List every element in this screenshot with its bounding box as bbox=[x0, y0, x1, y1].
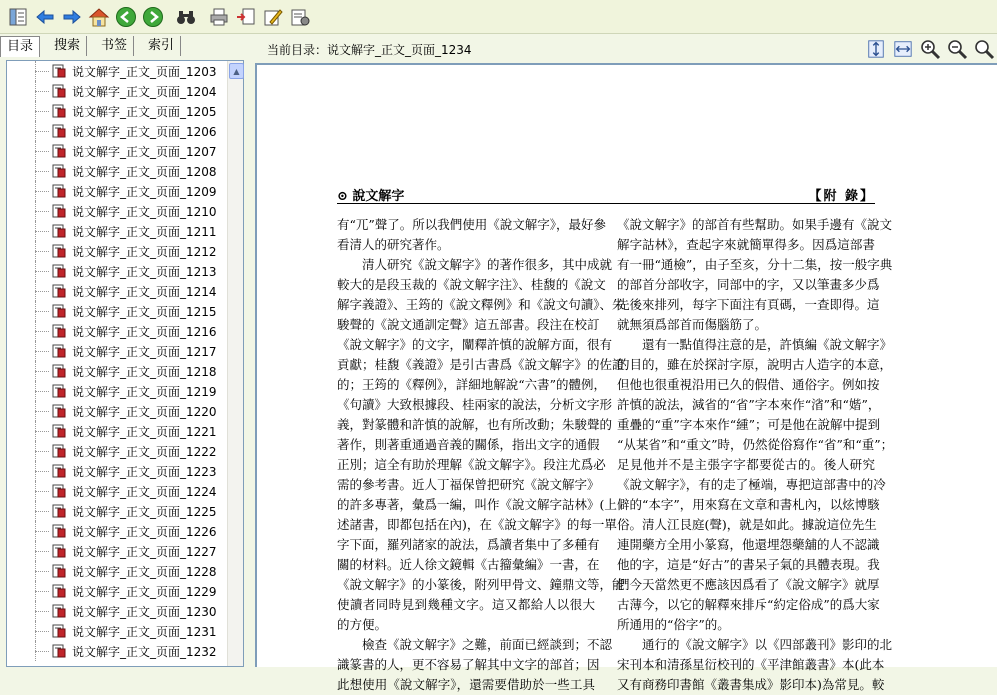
tree-item-label: 说文解字_正文_页面_1225 bbox=[72, 504, 217, 519]
show-hide-panel-icon[interactable] bbox=[6, 5, 30, 29]
text-line: 的目的，雖在於探討字原，說明古人造字的本意， bbox=[617, 357, 893, 372]
sidebar-tabs bbox=[0, 36, 250, 58]
forward-arrow-icon[interactable] bbox=[60, 5, 84, 29]
toolbar bbox=[0, 0, 997, 34]
text-line: 僻的“本字”，用來寫在文章和書札內，以炫博駭 bbox=[617, 497, 880, 512]
text-line: 字下面，羅列諸家的說法，爲讀者集中了多種有 bbox=[337, 537, 600, 552]
text-column-left bbox=[337, 215, 625, 695]
document-page-icon bbox=[52, 564, 66, 578]
document-page-icon bbox=[52, 584, 66, 598]
tree-item[interactable] bbox=[7, 141, 229, 161]
tree-item-label: 说文解字_正文_页面_1208 bbox=[72, 164, 217, 179]
text-line: 正別；這全有助於理解《說文解字》。段注尤爲必 bbox=[337, 457, 606, 472]
tree-item[interactable] bbox=[7, 241, 229, 261]
tree-item[interactable] bbox=[7, 381, 229, 401]
tree-item[interactable] bbox=[7, 201, 229, 221]
tree-item[interactable] bbox=[7, 61, 229, 81]
tree-item[interactable] bbox=[7, 501, 229, 521]
tree-item[interactable] bbox=[7, 481, 229, 501]
page-header-title: ⊙ 說文解字 bbox=[337, 189, 405, 204]
text-line: 解字義證》、王筠的《說文釋例》和《說文句讀》、朱 bbox=[337, 297, 625, 312]
text-line: 著作，則著重通過音義的關係，指出文字的通假 bbox=[337, 437, 600, 452]
text-line: 解字詁林》，查起字來就簡單得多。因爲這部書 bbox=[617, 237, 875, 252]
tree-item-label: 说文解字_正文_页面_1219 bbox=[72, 384, 217, 399]
tree-item[interactable] bbox=[7, 401, 229, 421]
tree-item-label: 说文解字_正文_页面_1221 bbox=[72, 424, 217, 439]
tree-item-label: 说文解字_正文_页面_1206 bbox=[72, 124, 217, 139]
settings-icon[interactable] bbox=[288, 5, 312, 29]
text-line: 駿聲的《說文通訓定聲》這五部書。段注在校訂 bbox=[337, 317, 600, 332]
tree-item[interactable] bbox=[7, 621, 229, 641]
document-page-icon bbox=[52, 284, 66, 298]
document-page-icon bbox=[52, 364, 66, 378]
tree-item[interactable] bbox=[7, 281, 229, 301]
tree-item[interactable] bbox=[7, 561, 229, 581]
document-page-icon bbox=[52, 344, 66, 358]
document-page-icon bbox=[52, 544, 66, 558]
tree-item[interactable] bbox=[7, 161, 229, 181]
text-line: 的許多專著，彙爲一編，叫作《說文解字詁林》(上 bbox=[337, 497, 617, 512]
tree-item-label: 说文解字_正文_页面_1217 bbox=[72, 344, 217, 359]
text-line: 需的參考書。近人丁福保曾把研究《說文解字》 bbox=[337, 477, 600, 492]
text-line: 先後來排列，每字下面注有頁碼，一查即得。這 bbox=[617, 297, 880, 312]
text-line: “从某省”和“重文”時，仍然從俗寫作“省”和“重”； bbox=[617, 437, 894, 452]
text-line: 俗。清人江艮庭(聲)，就是如此。據說這位先生 bbox=[617, 517, 877, 532]
print-icon[interactable] bbox=[207, 5, 231, 29]
document-page-icon bbox=[52, 84, 66, 98]
zoom-in-icon[interactable] bbox=[919, 38, 941, 60]
tree-item-label: 说文解字_正文_页面_1211 bbox=[72, 224, 217, 239]
text-line: 許慎的說法，減省的“省”字本來作“渻”和“媘”， bbox=[617, 397, 881, 412]
text-line: 就無須爲部首而傷腦筋了。 bbox=[617, 317, 768, 332]
text-line: 《說文解字》的文字，闡釋許慎的說解方面，很有 bbox=[337, 337, 613, 352]
tree-item-label: 说文解字_正文_页面_1228 bbox=[72, 564, 217, 579]
text-line: 《句讀》大致根據段、桂兩家的說法，分析文字形 bbox=[337, 397, 613, 412]
text-line: 檢查《說文解字》之難，前面已經談到；不認 bbox=[362, 637, 613, 652]
text-line: 此想使用《說文解字》，還需要借助於一些工具 bbox=[337, 677, 595, 692]
tree-item-label: 说文解字_正文_页面_1222 bbox=[72, 444, 217, 459]
document-page-icon bbox=[52, 644, 66, 658]
back-arrow-icon[interactable] bbox=[33, 5, 57, 29]
tree-item[interactable] bbox=[7, 341, 229, 361]
document-page-icon bbox=[52, 604, 66, 618]
tree-item-label: 说文解字_正文_页面_1207 bbox=[72, 144, 217, 159]
tree-item-label: 说文解字_正文_页面_1205 bbox=[72, 104, 217, 119]
highlight-icon[interactable] bbox=[261, 5, 285, 29]
tree-item-label: 说文解字_正文_页面_1213 bbox=[72, 264, 217, 279]
document-page-icon bbox=[52, 484, 66, 498]
tab-contents[interactable]: 目录 bbox=[0, 36, 40, 57]
current-directory-label: 当前目录：说文解字_正文_页面_1234 bbox=[267, 42, 472, 57]
tree-item[interactable] bbox=[7, 361, 229, 381]
document-page-icon bbox=[52, 624, 66, 638]
document-page-icon bbox=[52, 124, 66, 138]
document-page-icon bbox=[52, 64, 66, 78]
document-page-icon bbox=[52, 384, 66, 398]
text-line: 看清人的研究著作。 bbox=[337, 237, 450, 252]
tree-item-label: 说文解字_正文_页面_1203 bbox=[72, 64, 217, 79]
document-page-icon bbox=[52, 304, 66, 318]
fit-height-icon[interactable] bbox=[865, 38, 887, 60]
tree-item[interactable] bbox=[7, 601, 229, 621]
tree-item-label: 说文解字_正文_页面_1224 bbox=[72, 484, 217, 499]
tree-item[interactable] bbox=[7, 221, 229, 241]
tree-item[interactable] bbox=[7, 301, 229, 321]
tree-item[interactable] bbox=[7, 121, 229, 141]
tree-item-label: 说文解字_正文_页面_1216 bbox=[72, 324, 217, 339]
tree-item[interactable] bbox=[7, 541, 229, 561]
zoom-out-icon[interactable] bbox=[946, 38, 968, 60]
text-line: 的方便。 bbox=[337, 617, 388, 632]
tree-item[interactable] bbox=[7, 261, 229, 281]
text-line: 足見他并不是主張字字都要從古的。後人研究 bbox=[617, 457, 875, 472]
tab-index[interactable]: 索引 bbox=[142, 36, 181, 56]
tree-item[interactable] bbox=[7, 81, 229, 101]
text-line: 義，對篆體和許慎的說解，也有所改動；朱駿聲的 bbox=[337, 417, 613, 432]
document-page-icon bbox=[52, 164, 66, 178]
text-line: 古薄今，以它的解釋來排斥“約定俗成”的爲大家 bbox=[617, 597, 880, 612]
document-page-icon bbox=[52, 464, 66, 478]
tree-item[interactable] bbox=[7, 181, 229, 201]
tree-item-label: 说文解字_正文_页面_1226 bbox=[72, 524, 217, 539]
document-page-icon bbox=[52, 184, 66, 198]
tree-item-label: 说文解字_正文_页面_1210 bbox=[72, 204, 217, 219]
text-line: 他的字，這是“好古”的書呆子氣的具體表現。我 bbox=[617, 557, 880, 572]
tree-item-label: 说文解字_正文_页面_1209 bbox=[72, 184, 217, 199]
text-line: 們今天當然更不應該因爲看了《說文解字》就厚 bbox=[617, 577, 880, 592]
document-page-icon bbox=[52, 244, 66, 258]
tree-item-label: 说文解字_正文_页面_1214 bbox=[72, 284, 217, 299]
text-line: 所通用的“俗字”的。 bbox=[617, 617, 730, 632]
tree-item-label: 说文解字_正文_页面_1227 bbox=[72, 544, 217, 559]
tree-item[interactable] bbox=[7, 641, 229, 661]
text-line: 有一冊“通檢”，由子至亥，分十二集，按一般字典 bbox=[617, 257, 893, 272]
document-page-icon bbox=[52, 204, 66, 218]
document-page-icon bbox=[52, 264, 66, 278]
page-header-section: 【附 錄】 bbox=[808, 189, 875, 204]
text-line: 關的材料。近人徐文鏡輯《古籀彙編》一書，在 bbox=[337, 557, 600, 572]
tree-item[interactable] bbox=[7, 521, 229, 541]
next-page-icon[interactable] bbox=[141, 5, 165, 29]
view-tools bbox=[860, 38, 995, 60]
text-line: 有“兀”聲了。所以我們使用《說文解字》，最好參 bbox=[337, 217, 607, 232]
text-line: 述諸書，即都包括在內)，在《說文解字》的每一單 bbox=[337, 517, 617, 532]
document-page-icon bbox=[52, 224, 66, 238]
text-line: 識篆書的人，更不容易了解其中文字的部首；因 bbox=[337, 657, 600, 672]
document-page-icon bbox=[52, 104, 66, 118]
tree-item[interactable] bbox=[7, 321, 229, 341]
prev-page-icon[interactable] bbox=[114, 5, 138, 29]
document-page-icon bbox=[52, 504, 66, 518]
text-line: 又有商務印書館《叢書集成》影印本)為常見。較 bbox=[617, 677, 885, 692]
contents-tree[interactable] bbox=[6, 60, 244, 667]
scroll-up-arrow-icon[interactable]: ▲ bbox=[229, 63, 244, 79]
tree-item-label: 说文解字_正文_页面_1215 bbox=[72, 304, 217, 319]
text-line: 《說文解字》，有的走了極端，專把這部書中的冷 bbox=[617, 477, 886, 492]
tree-item-label: 说文解字_正文_页面_1204 bbox=[72, 84, 217, 99]
document-page-icon bbox=[52, 444, 66, 458]
export-icon[interactable] bbox=[234, 5, 258, 29]
tree-item[interactable] bbox=[7, 581, 229, 601]
document-page-icon bbox=[52, 524, 66, 538]
zoom-actual-icon[interactable] bbox=[973, 38, 995, 60]
text-line: 還有一點值得注意的是，許慎編《說文解字》 bbox=[642, 337, 893, 352]
tree-item[interactable] bbox=[7, 441, 229, 461]
tree-item-label: 说文解字_正文_页面_1232 bbox=[72, 644, 217, 659]
tree-item-label: 说文解字_正文_页面_1230 bbox=[72, 604, 217, 619]
document-page-icon bbox=[52, 404, 66, 418]
document-page-icon bbox=[52, 324, 66, 338]
tab-bookmarks[interactable]: 书签 bbox=[95, 36, 134, 56]
tree-scrollbar[interactable] bbox=[227, 61, 243, 666]
text-line: 清人研究《說文解字》的著作很多，其中成就 bbox=[362, 257, 613, 272]
text-line: 通行的《說文解字》以《四部叢刊》影印的北 bbox=[642, 637, 893, 652]
document-page-icon bbox=[52, 144, 66, 158]
tree-item-label: 说文解字_正文_页面_1212 bbox=[72, 244, 217, 259]
text-line: 宋刊本和清孫星衍校刊的《平津館叢書》本(此本 bbox=[617, 657, 885, 672]
text-line: 連開藥方全用小篆寫，他還埋怨藥舖的人不認識 bbox=[617, 537, 880, 552]
tree-item[interactable] bbox=[7, 101, 229, 121]
tree-item-label: 说文解字_正文_页面_1229 bbox=[72, 584, 217, 599]
tree-item-label: 说文解字_正文_页面_1218 bbox=[72, 364, 217, 379]
tab-search[interactable]: 搜索 bbox=[48, 36, 87, 56]
text-line: 重疊的“重”字本來作“緟”；可是他在說解中提到 bbox=[617, 417, 881, 432]
tree-item[interactable] bbox=[7, 461, 229, 481]
text-line: 較大的是段玉裁的《說文解字注》、桂馥的《說文 bbox=[337, 277, 606, 292]
text-line: 《說文解字》的部首有些幫助。如果手邊有《說文 bbox=[617, 217, 893, 232]
page-header bbox=[337, 183, 875, 204]
fit-width-icon[interactable] bbox=[892, 38, 914, 60]
tree-item-label: 说文解字_正文_页面_1223 bbox=[72, 464, 217, 479]
find-binoculars-icon[interactable] bbox=[174, 5, 198, 29]
text-line: 貢獻；桂馥《義證》是引古書爲《說文解字》的佐證 bbox=[337, 357, 625, 372]
tree-item-label: 说文解字_正文_页面_1231 bbox=[72, 624, 217, 639]
tree-item[interactable] bbox=[7, 421, 229, 441]
tree-list bbox=[7, 61, 229, 661]
tree-item-label: 说文解字_正文_页面_1220 bbox=[72, 404, 217, 419]
text-line: 使讀者同時見到幾種文字。這又都給人以很大 bbox=[337, 597, 595, 612]
text-line: 但他也很重視沿用已久的假借、通俗字。例如按 bbox=[617, 377, 880, 392]
text-line: 的；王筠的《釋例》，詳細地解說“六書”的體例， bbox=[337, 377, 607, 392]
text-column-right bbox=[617, 215, 894, 695]
document-viewer[interactable] bbox=[255, 63, 997, 692]
document-page-icon bbox=[52, 424, 66, 438]
text-line: 《說文解字》的小篆後，附列甲骨文、鐘鼎文等，能 bbox=[337, 577, 625, 592]
home-icon[interactable] bbox=[87, 5, 111, 29]
text-line: 的部首分部收字，同部中的字，又以筆畫多少爲 bbox=[617, 277, 880, 292]
